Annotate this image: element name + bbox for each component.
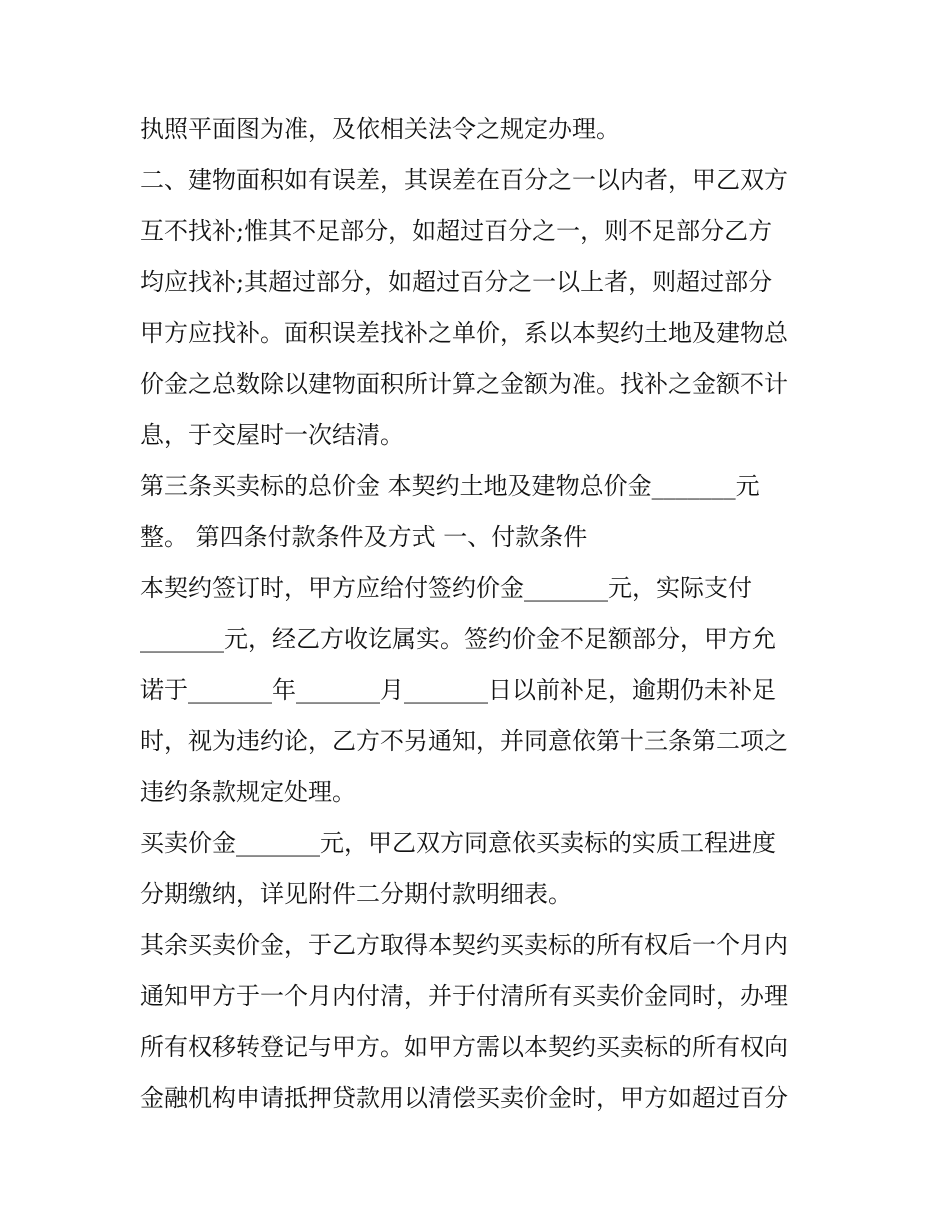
text-line: 二、建物面积如有误差，其误差在百分之一以内者，甲乙双方 [140, 166, 788, 194]
text-line: 通知甲方于一个月内付清，并于付清所有买卖价金同时，办理 [140, 982, 788, 1010]
text-line: 第三条买卖标的总价金 本契约土地及建物总价金_______元 [140, 472, 760, 500]
text-line: 时，视为违约论，乙方不另通知，并同意依第十三条第二项之 [140, 727, 788, 755]
text-line: 违约条款规定处理。 [140, 778, 356, 806]
text-line: 互不找补;惟其不足部分，如超过百分之一，则不足部分乙方 [140, 217, 773, 245]
text-line: 执照平面图为准，及依相关法令之规定办理。 [140, 115, 620, 143]
text-line: 甲方应找补。面积误差找补之单价，系以本契约土地及建物总 [140, 319, 788, 347]
text-line: _______元，经乙方收讫属实。签约价金不足额部分，甲方允 [140, 625, 776, 653]
text-line: 息，于交屋时一次结清。 [140, 421, 404, 449]
text-line: 所有权移转登记与甲方。如甲方需以本契约买卖标的所有权向 [140, 1033, 788, 1061]
text-line: 诺于_______年_______月_______日以前补足，逾期仍未补足 [140, 676, 776, 704]
text-line: 整。 第四条付款条件及方式 一、付款条件 [140, 523, 588, 551]
text-line: 分期缴纳，详见附件二分期付款明细表。 [140, 880, 572, 908]
text-line: 买卖价金_______元，甲乙双方同意依买卖标的实质工程进度 [140, 829, 776, 857]
text-line: 本契约签订时，甲方应给付签约价金_______元，实际支付 [140, 574, 752, 602]
document-body [140, 104, 830, 1124]
text-line: 其余买卖价金，于乙方取得本契约买卖标的所有权后一个月内 [140, 931, 788, 959]
text-line: 金融机构申请抵押贷款用以清偿买卖价金时，甲方如超过百分 [140, 1084, 788, 1112]
text-line: 价金之总数除以建物面积所计算之金额为准。找补之金额不计 [140, 370, 788, 398]
text-line: 均应找补;其超过部分，如超过百分之一以上者，则超过部分 [140, 268, 773, 296]
